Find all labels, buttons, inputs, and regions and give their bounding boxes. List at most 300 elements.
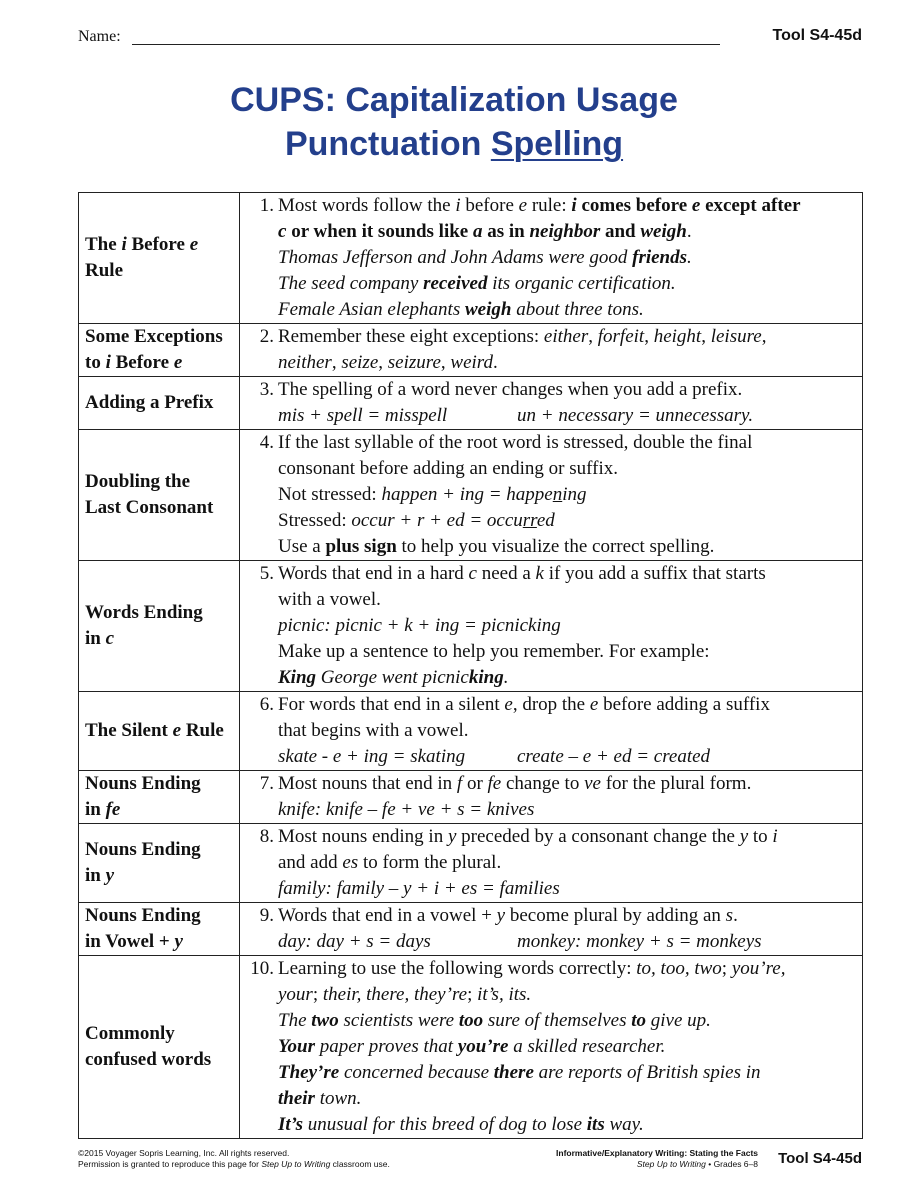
text-run: e bbox=[504, 694, 513, 715]
text-run: . bbox=[686, 221, 692, 242]
rule-item bbox=[240, 824, 862, 902]
text-run: you’re, bbox=[731, 958, 786, 979]
text-run: received bbox=[423, 273, 488, 294]
rule-line bbox=[278, 692, 862, 718]
text-run: Most words follow the bbox=[278, 195, 456, 216]
text-run: If the last syllable of the root word is stressed, double the final bbox=[278, 432, 753, 453]
text-run: The bbox=[85, 234, 122, 255]
text-run: Before bbox=[110, 352, 174, 373]
text-run: y bbox=[105, 865, 115, 886]
rule-label bbox=[79, 324, 240, 377]
rule-lines bbox=[278, 430, 862, 560]
label-line bbox=[85, 600, 239, 626]
text-run: n bbox=[552, 484, 563, 505]
text-run: Adding a Prefix bbox=[85, 392, 214, 413]
text-run: to, too, two bbox=[636, 958, 722, 979]
rule-line bbox=[278, 744, 862, 770]
rule-description bbox=[240, 324, 863, 377]
rule-line bbox=[278, 929, 862, 955]
text-run: leisure bbox=[710, 326, 762, 347]
text-run: concerned because bbox=[339, 1062, 494, 1083]
text-run: The bbox=[278, 1010, 312, 1031]
rule-description bbox=[240, 771, 863, 824]
text-run: Some Exceptions bbox=[85, 326, 223, 347]
text-run: that begins with a vowel. bbox=[278, 720, 469, 741]
rule-line bbox=[278, 665, 862, 691]
rule-line bbox=[278, 193, 862, 219]
rule-number: 5. bbox=[259, 563, 274, 584]
text-run: . bbox=[492, 352, 498, 373]
rule-line bbox=[278, 639, 862, 665]
text-run: i bbox=[571, 195, 577, 216]
rule-lines bbox=[278, 903, 862, 955]
text-run: Rule bbox=[181, 720, 224, 741]
rule-line bbox=[278, 482, 862, 508]
text-run: fe bbox=[487, 773, 502, 794]
text-run: become plural by adding an bbox=[505, 905, 726, 926]
rule-number: 7. bbox=[259, 773, 274, 794]
rule-line bbox=[278, 718, 862, 744]
label-line bbox=[85, 232, 239, 258]
text-run: Nouns Ending bbox=[85, 773, 201, 794]
rule-item bbox=[240, 771, 862, 823]
rule-line bbox=[278, 377, 862, 403]
text-run: Most nouns ending in bbox=[278, 826, 448, 847]
rule-line bbox=[278, 613, 862, 639]
rule-line bbox=[278, 771, 862, 797]
rule-item bbox=[240, 430, 862, 560]
text-run: you’re bbox=[457, 1036, 509, 1057]
text-run: in bbox=[85, 628, 106, 649]
rule-label bbox=[79, 956, 240, 1139]
text-run: k bbox=[535, 563, 544, 584]
text-run: y bbox=[739, 826, 749, 847]
text-run: rr bbox=[522, 510, 537, 531]
rule-line bbox=[278, 456, 862, 482]
text-run: scientists were bbox=[338, 1010, 459, 1031]
rule-label bbox=[79, 903, 240, 956]
text-run: and add bbox=[278, 852, 343, 873]
series-line bbox=[556, 1159, 758, 1170]
text-run: Make up a sentence to help you remember. For example: bbox=[278, 641, 710, 662]
text-run: es bbox=[342, 852, 359, 873]
rule-row bbox=[79, 430, 863, 561]
text-run: Most nouns that end in bbox=[278, 773, 457, 794]
example-right bbox=[517, 931, 762, 952]
rule-row bbox=[79, 324, 863, 377]
text-run: its organic certification. bbox=[487, 273, 676, 294]
title-line-2 bbox=[0, 122, 908, 166]
text-run: either bbox=[543, 326, 589, 347]
text-run: Female Asian elephants bbox=[278, 299, 465, 320]
rule-line bbox=[278, 297, 862, 323]
rule-item bbox=[240, 377, 862, 429]
rule-label bbox=[79, 193, 240, 324]
rule-row bbox=[79, 903, 863, 956]
rule-line bbox=[278, 903, 862, 929]
text-run: happen + ing = happe bbox=[381, 484, 553, 505]
label-line bbox=[85, 495, 239, 521]
text-run: way. bbox=[604, 1114, 644, 1135]
label-line bbox=[85, 863, 239, 889]
text-run: Words that end in a vowel + bbox=[278, 905, 497, 926]
text-run: seize bbox=[341, 352, 379, 373]
text-run: and bbox=[600, 221, 641, 242]
text-run: i bbox=[105, 352, 111, 373]
label-line bbox=[85, 1047, 239, 1073]
text-run: e bbox=[172, 720, 182, 741]
rule-line bbox=[278, 797, 862, 823]
text-run: , bbox=[440, 352, 451, 373]
text-run: monkey: monkey + s = monkeys bbox=[517, 931, 762, 952]
text-run: confused words bbox=[85, 1049, 212, 1070]
text-run: their bbox=[278, 1088, 315, 1109]
text-run: family: family – y + i + es = families bbox=[278, 878, 560, 899]
label-line bbox=[85, 837, 239, 863]
text-run: to help you visualize the correct spelling. bbox=[396, 536, 715, 557]
text-run: a skilled researcher. bbox=[508, 1036, 666, 1057]
label-line bbox=[85, 929, 239, 955]
permission-book: Step Up to Writing bbox=[261, 1159, 331, 1169]
text-run: neighbor bbox=[529, 221, 601, 242]
text-run: create – e + ed = created bbox=[517, 746, 711, 767]
text-run: Not stressed: bbox=[278, 484, 382, 505]
tool-id-top: Tool S4-45d bbox=[772, 27, 862, 44]
text-run: there bbox=[493, 1062, 534, 1083]
text-run: s bbox=[725, 905, 734, 926]
text-run: Use a bbox=[278, 536, 326, 557]
text-run: consonant before adding an ending or suffix. bbox=[278, 458, 618, 479]
text-run: their, there, they’re bbox=[322, 984, 468, 1005]
rule-lines bbox=[278, 692, 862, 770]
rule-line bbox=[278, 1008, 862, 1034]
rule-number: 8. bbox=[259, 826, 274, 847]
permission-suffix: classroom use. bbox=[330, 1159, 390, 1169]
rule-description bbox=[240, 377, 863, 430]
text-run: its bbox=[586, 1114, 605, 1135]
rule-row bbox=[79, 692, 863, 771]
text-run: king bbox=[468, 667, 504, 688]
rule-line bbox=[278, 876, 862, 902]
text-run: in bbox=[85, 799, 106, 820]
rule-line bbox=[278, 1112, 862, 1138]
text-run: give up. bbox=[646, 1010, 711, 1031]
text-run: , bbox=[378, 352, 388, 373]
text-run: if you add a suffix that starts bbox=[543, 563, 766, 584]
rule-line bbox=[278, 324, 862, 350]
text-run: as in bbox=[482, 221, 530, 242]
text-run: except after bbox=[700, 195, 801, 216]
rule-number: 2. bbox=[259, 326, 274, 347]
text-run: , bbox=[588, 326, 598, 347]
rule-lines bbox=[278, 377, 862, 429]
text-run: for the plural form. bbox=[600, 773, 752, 794]
rule-label bbox=[79, 771, 240, 824]
text-run: Commonly bbox=[85, 1023, 175, 1044]
rule-row bbox=[79, 771, 863, 824]
rule-number: 6. bbox=[259, 694, 274, 715]
text-run: Remember these eight exceptions: bbox=[278, 326, 544, 347]
text-run: to bbox=[631, 1010, 647, 1031]
text-run: , bbox=[701, 326, 711, 347]
text-run: e bbox=[189, 234, 199, 255]
text-run: or bbox=[462, 773, 488, 794]
book-title: Informative/Explanatory Writing: Stating the Facts bbox=[556, 1148, 758, 1158]
text-run: , drop the bbox=[512, 694, 590, 715]
label-line bbox=[85, 797, 239, 823]
rule-line bbox=[278, 850, 862, 876]
rule-lines bbox=[278, 956, 862, 1138]
rule-number: 10. bbox=[250, 958, 274, 979]
example-right bbox=[517, 405, 753, 426]
rule-number: 3. bbox=[259, 379, 274, 400]
rule-lines bbox=[278, 561, 862, 691]
rule-number: 1. bbox=[259, 195, 274, 216]
text-run: to bbox=[85, 352, 106, 373]
text-run: knife: knife – fe + ve + s = knives bbox=[278, 799, 535, 820]
text-run: height bbox=[653, 326, 702, 347]
text-run: Last Consonant bbox=[85, 497, 214, 518]
rule-line bbox=[278, 534, 862, 560]
example-right bbox=[517, 746, 710, 767]
rule-item bbox=[240, 193, 862, 323]
grades: • Grades 6–8 bbox=[705, 1159, 758, 1169]
text-run: i bbox=[455, 195, 461, 216]
text-run: e bbox=[589, 694, 599, 715]
text-run: ing bbox=[562, 484, 587, 505]
copyright: ©2015 Voyager Sopris Learning, Inc. All rights reserved. bbox=[78, 1148, 290, 1158]
name-field[interactable] bbox=[132, 44, 720, 45]
label-line bbox=[85, 469, 239, 495]
text-run: mis + spell = misspell bbox=[278, 405, 448, 426]
text-run: y bbox=[496, 905, 506, 926]
text-run: , bbox=[761, 326, 767, 347]
text-run: , bbox=[331, 352, 342, 373]
rule-item bbox=[240, 561, 862, 691]
label-line bbox=[85, 1021, 239, 1047]
text-run: before bbox=[460, 195, 519, 216]
rule-description bbox=[240, 903, 863, 956]
text-run: rule: bbox=[527, 195, 572, 216]
rule-label bbox=[79, 377, 240, 430]
text-run: c bbox=[278, 221, 287, 242]
label-line bbox=[85, 771, 239, 797]
text-run: weigh bbox=[640, 221, 687, 242]
text-run: i bbox=[772, 826, 778, 847]
rule-line bbox=[278, 587, 862, 613]
rule-line bbox=[278, 430, 862, 456]
label-line bbox=[85, 350, 239, 376]
text-run: Thomas Jefferson and John Adams were good bbox=[278, 247, 633, 268]
text-run: it’s, its. bbox=[477, 984, 532, 1005]
rule-line bbox=[278, 1060, 862, 1086]
name-label: Name: bbox=[78, 28, 121, 45]
rule-description bbox=[240, 430, 863, 561]
rule-line bbox=[278, 956, 862, 982]
text-run: Words Ending bbox=[85, 602, 203, 623]
rule-number: 4. bbox=[259, 432, 274, 453]
rule-line bbox=[278, 245, 862, 271]
text-run: two bbox=[311, 1010, 339, 1031]
text-run: Stressed: bbox=[278, 510, 352, 531]
rule-label bbox=[79, 561, 240, 692]
label-line bbox=[85, 903, 239, 929]
example-left bbox=[278, 403, 517, 429]
rule-line bbox=[278, 561, 862, 587]
text-run: your bbox=[278, 984, 313, 1005]
rule-line bbox=[278, 1086, 862, 1112]
text-run: to form the plural. bbox=[358, 852, 502, 873]
rule-line bbox=[278, 982, 862, 1008]
text-run: Nouns Ending bbox=[85, 905, 201, 926]
text-run: ; bbox=[467, 984, 478, 1005]
text-run: e bbox=[173, 352, 183, 373]
text-run: occur + r + ed = occu bbox=[351, 510, 523, 531]
title-prefix: Punctuation bbox=[284, 125, 491, 163]
rule-description bbox=[240, 561, 863, 692]
series-name: Step Up to Writing bbox=[636, 1159, 706, 1169]
text-run: King bbox=[278, 667, 317, 688]
text-run: Before bbox=[126, 234, 190, 255]
rule-description bbox=[240, 692, 863, 771]
text-run: unusual for this breed of dog to lose bbox=[302, 1114, 587, 1135]
rule-label bbox=[79, 692, 240, 771]
text-run: picnic: picnic + k + ing = picnicking bbox=[278, 615, 561, 636]
rule-number: 9. bbox=[259, 905, 274, 926]
text-run: f bbox=[456, 773, 463, 794]
text-run: neither bbox=[278, 352, 332, 373]
text-run: forfeit bbox=[597, 326, 645, 347]
text-run: Words that end in a hard bbox=[278, 563, 469, 584]
text-run: They’re bbox=[278, 1062, 340, 1083]
rule-label bbox=[79, 824, 240, 903]
text-run: skate - e + ing = skating bbox=[278, 746, 466, 767]
text-run: preceded by a consonant change the bbox=[456, 826, 740, 847]
text-run: c bbox=[105, 628, 115, 649]
text-run: before adding a suffix bbox=[598, 694, 770, 715]
rule-item bbox=[240, 903, 862, 955]
text-run: with a vowel. bbox=[278, 589, 381, 610]
text-run: fe bbox=[105, 799, 121, 820]
text-run: about three tons. bbox=[511, 299, 644, 320]
tool-id-bottom: Tool S4-45d bbox=[778, 1150, 862, 1167]
label-line bbox=[85, 718, 239, 744]
text-run: . bbox=[503, 667, 509, 688]
label-line bbox=[85, 258, 239, 284]
text-run: ve bbox=[584, 773, 601, 794]
rule-lines bbox=[278, 771, 862, 823]
rule-row bbox=[79, 824, 863, 903]
text-run: The spelling of a word never changes when you add a prefix. bbox=[278, 379, 743, 400]
text-run: in bbox=[85, 865, 106, 886]
text-run: weird bbox=[450, 352, 493, 373]
permission-text: Permission is granted to reproduce this page for bbox=[78, 1159, 262, 1169]
rule-lines bbox=[278, 193, 862, 323]
text-run: For words that end in a silent bbox=[278, 694, 505, 715]
footer-left bbox=[78, 1148, 390, 1170]
text-run: e bbox=[691, 195, 701, 216]
label-line bbox=[85, 324, 239, 350]
text-run: or when it sounds like bbox=[286, 221, 473, 242]
rule-line bbox=[278, 1034, 862, 1060]
rule-line bbox=[278, 350, 862, 376]
text-run: paper proves that bbox=[314, 1036, 458, 1057]
footer-right bbox=[556, 1148, 758, 1170]
text-run: town. bbox=[314, 1088, 362, 1109]
text-run: ed bbox=[536, 510, 555, 531]
rule-lines bbox=[278, 324, 862, 376]
text-run: It’s bbox=[278, 1114, 303, 1135]
text-run: , bbox=[644, 326, 654, 347]
text-run: weigh bbox=[464, 299, 512, 320]
example-left bbox=[278, 929, 517, 955]
text-run: George went picnic bbox=[316, 667, 469, 688]
text-run: ; bbox=[721, 958, 732, 979]
text-run: are reports of British spies in bbox=[533, 1062, 761, 1083]
text-run: plus sign bbox=[325, 536, 397, 557]
page-title bbox=[0, 78, 908, 166]
text-run: Learning to use the following words correctly: bbox=[278, 958, 637, 979]
text-run: e bbox=[518, 195, 528, 216]
text-run: y bbox=[174, 931, 183, 952]
text-run: The seed company bbox=[278, 273, 424, 294]
rule-lines bbox=[278, 824, 862, 902]
example-left bbox=[278, 744, 517, 770]
text-run: sure of themselves bbox=[483, 1010, 632, 1031]
text-run: seizure bbox=[387, 352, 441, 373]
rule-row bbox=[79, 377, 863, 430]
text-run: in Vowel + bbox=[85, 931, 175, 952]
text-run: Doubling the bbox=[85, 471, 191, 492]
rule-item bbox=[240, 324, 862, 376]
text-run: too bbox=[458, 1010, 484, 1031]
label-line bbox=[85, 390, 239, 416]
text-run: to bbox=[748, 826, 773, 847]
rule-description bbox=[240, 193, 863, 324]
text-run: change to bbox=[501, 773, 585, 794]
text-run: ; bbox=[312, 984, 323, 1005]
text-run: The Silent bbox=[85, 720, 173, 741]
text-run: a bbox=[472, 221, 483, 242]
text-run: need a bbox=[476, 563, 536, 584]
text-run: Nouns Ending bbox=[85, 839, 201, 860]
label-line bbox=[85, 626, 239, 652]
rule-row bbox=[79, 561, 863, 692]
rule-row bbox=[79, 193, 863, 324]
text-run: un + necessary = unnecessary. bbox=[517, 405, 754, 426]
permission bbox=[78, 1159, 390, 1170]
rule-line bbox=[278, 508, 862, 534]
rule-label bbox=[79, 430, 240, 561]
text-run: Your bbox=[278, 1036, 315, 1057]
text-run: Rule bbox=[85, 260, 123, 281]
text-run: y bbox=[447, 826, 457, 847]
text-run: c bbox=[468, 563, 477, 584]
rule-item bbox=[240, 956, 862, 1138]
spelling-rules-table bbox=[78, 192, 863, 1139]
rule-line bbox=[278, 219, 862, 245]
rule-line bbox=[278, 403, 862, 429]
rule-line bbox=[278, 824, 862, 850]
rule-line bbox=[278, 271, 862, 297]
text-run: . bbox=[687, 247, 692, 268]
rule-row bbox=[79, 956, 863, 1139]
title-emphasis: Spelling bbox=[490, 125, 624, 163]
text-run: day: day + s = days bbox=[278, 931, 431, 952]
text-run: . bbox=[733, 905, 738, 926]
title-line-1: CUPS: Capitalization Usage bbox=[230, 81, 678, 119]
rule-item bbox=[240, 692, 862, 770]
